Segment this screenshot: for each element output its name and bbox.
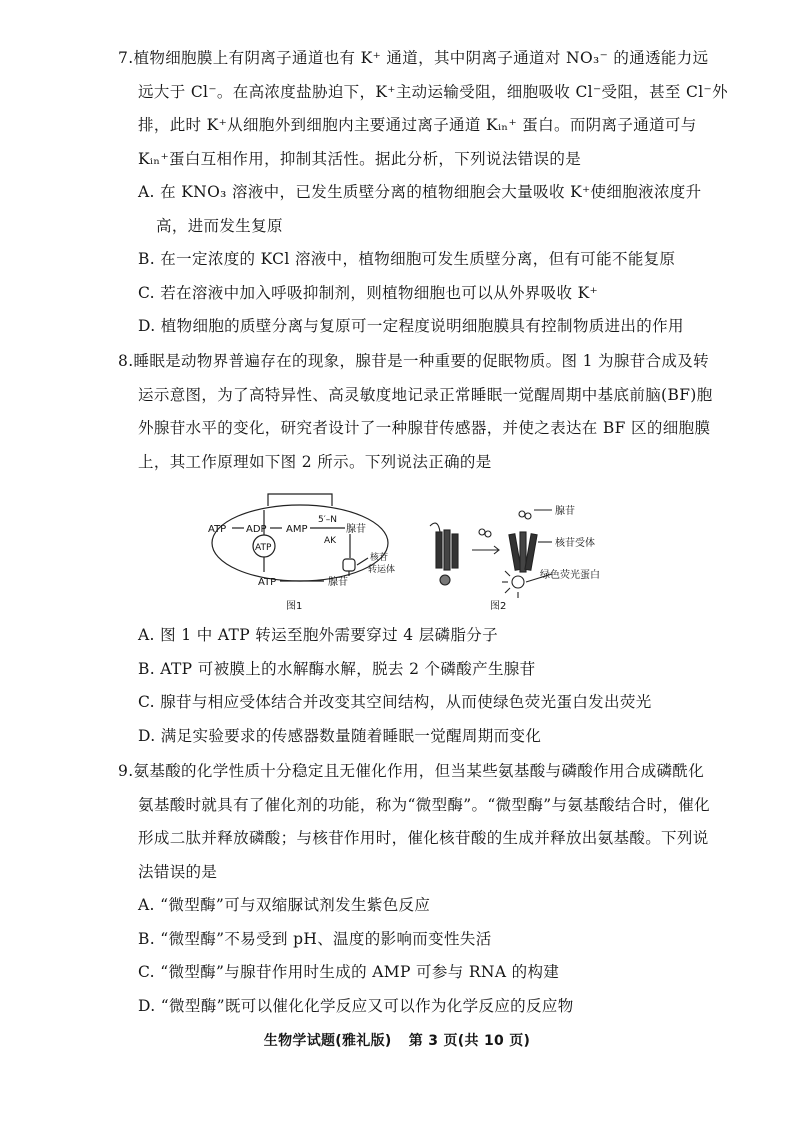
q7-option-a: A. 在 KNO₃ 溶液中，已发生质壁分离的植物细胞会大量吸收 K⁺使细胞液浓度升	[138, 183, 702, 201]
q8-option-d: D. 满足实验要求的传感器数量随着睡眠一觉醒周期而变化	[138, 726, 542, 745]
fig2-receptor-inactive	[430, 523, 458, 585]
q9-stem-line-1: 9.氨基酸的化学性质十分稳定且无催化作用，但当某些氨基酸与磷酸作用合成磷酰化	[118, 762, 705, 780]
q8-figure	[200, 488, 620, 614]
q9-stem-line-2: 氨基酸时就具有了催化剂的功能，称为“微型酶”。“微型酶”与氨基酸结合时，催化	[138, 795, 710, 814]
fig1-label-adenosine-top: 腺苷	[346, 524, 366, 535]
question-7	[118, 42, 728, 344]
footer-subject: 生物学试题(雅礼版)	[263, 1033, 392, 1049]
q8-stem-line-4: 上，其工作原理如下图 2 所示。下列说法正确的是	[138, 452, 492, 471]
fig1-label-atp-bottom: ATP	[258, 577, 277, 588]
fig1-transporter-pointer	[357, 558, 368, 565]
q8-option-c: C. 腺苷与相应受体结合并改变其空间结构，从而使绿色荧光蛋白发出荧光	[138, 693, 652, 711]
fig1-labels	[208, 515, 395, 612]
fig1-cell-membrane	[212, 505, 388, 581]
q9-stem-line-3: 形成二肽并释放磷酸；与核苷作用时，催化核苷酸的生成并释放出氨基酸。下列说	[138, 829, 709, 847]
q8-figure-svg	[200, 488, 620, 614]
q7-option-d: D. 植物细胞的质壁分离与复原可一定程度说明细胞膜具有控制物质进出的作用	[138, 317, 684, 335]
fig2-labels	[490, 504, 600, 612]
fig2-label-gfp: 绿色荧光蛋白	[540, 570, 600, 581]
fig1-diagram	[212, 494, 388, 581]
q9-option-b: B. “微型酶”不易受到 pH、温度的影响而变性失活	[138, 929, 492, 948]
q7-stem-line-3: 排，此时 K⁺从细胞外到细胞内主要通过离子通道 Kᵢₙ⁺ 蛋白。而阴离子通道可与	[138, 116, 697, 134]
fig1-label-transporter-1: 核苷	[370, 553, 389, 563]
fig1-label-amp: AMP	[286, 524, 308, 535]
q7-option-a-cont: 高，进而发生复原	[156, 216, 283, 235]
fig2-adenosine-molecule-2	[485, 531, 491, 537]
fig1-label-adenosine-bottom: 腺苷	[328, 577, 348, 588]
page-footer	[0, 1030, 794, 1050]
q7-option-c: C. 若在溶液中加入呼吸抑制剂，则植物细胞也可以从外界吸收 K⁺	[138, 283, 599, 302]
question-8	[118, 345, 713, 479]
question-9	[118, 755, 710, 1023]
q7-stem-line-4: Kᵢₙ⁺蛋白互相作用，抑制其活性。据此分析，下列说法错误的是	[138, 149, 582, 168]
q7-stem-line-1: 7.植物细胞膜上有阴离子通道也有 K⁺ 通道，其中阴离子通道对 NO₃⁻ 的通透能力远	[118, 49, 709, 67]
footer-page-number: 第 3 页(共 10 页)	[408, 1033, 531, 1049]
q9-stem-line-4: 法错误的是	[138, 862, 218, 881]
fig1-label-transporter-2: 转运体	[368, 565, 396, 575]
q8-stem-line-3: 外腺苷水平的变化，研究者设计了一种腺苷传感器，并使之表达在 BF 区的细胞膜	[138, 419, 711, 437]
fig2-adenosine-molecule	[479, 529, 485, 535]
fig1-label-5n: 5′–N	[318, 515, 338, 525]
fig2-diagram	[430, 510, 552, 598]
fig2-caption: 图2	[490, 601, 507, 612]
q8-stem-line-1: 8.睡眠是动物界普遍存在的现象，腺苷是一种重要的促眠物质。图 1 为腺苷合成及转	[118, 352, 710, 370]
fig1-label-atp-circle: ATP	[255, 543, 272, 553]
fig1-label-ak: AK	[324, 536, 337, 546]
fig2-label-receptor: 核苷受体	[555, 538, 595, 549]
q8-option-a: A. 图 1 中 ATP 转运至胞外需要穿过 4 层磷脂分子	[138, 626, 498, 644]
question-8-options	[118, 619, 678, 753]
q9-option-a: A. “微型酶”可与双缩脲试剂发生紫色反应	[138, 896, 431, 914]
q9-option-c: C. “微型酶”与腺苷作用时生成的 AMP 可参与 RNA 的构建	[138, 963, 560, 981]
q8-stem-line-2: 运示意图，为了高特异性、高灵敏度地记录正常睡眠一觉醒周期中基底前脑(BF)胞	[138, 385, 713, 404]
fig1-nucleoside-transporter	[343, 559, 355, 571]
fig2-label-adenosine: 腺苷	[555, 506, 575, 517]
fig1-extracellular-notch	[268, 494, 332, 506]
fig2-receptor-active	[502, 511, 537, 598]
fig1-caption: 图1	[286, 601, 303, 612]
q9-option-d: D. “微型酶”既可以催化化学反应又可以作为化学反应的反应物	[138, 996, 574, 1015]
q7-option-b: B. 在一定浓度的 KCl 溶液中，植物细胞可发生质壁分离，但有可能不能复原	[138, 250, 676, 268]
fig1-label-atp: ATP	[208, 524, 227, 535]
q8-option-b: B. ATP 可被膜上的水解酶水解，脱去 2 个磷酸产生腺苷	[138, 659, 536, 678]
fig1-label-adp: ADP	[246, 524, 267, 535]
q7-stem-line-2: 远大于 Cl⁻。在高浓度盐胁迫下，K⁺主动运输受阻，细胞吸收 Cl⁻受阻，甚至 Cl⁻外	[138, 82, 728, 101]
